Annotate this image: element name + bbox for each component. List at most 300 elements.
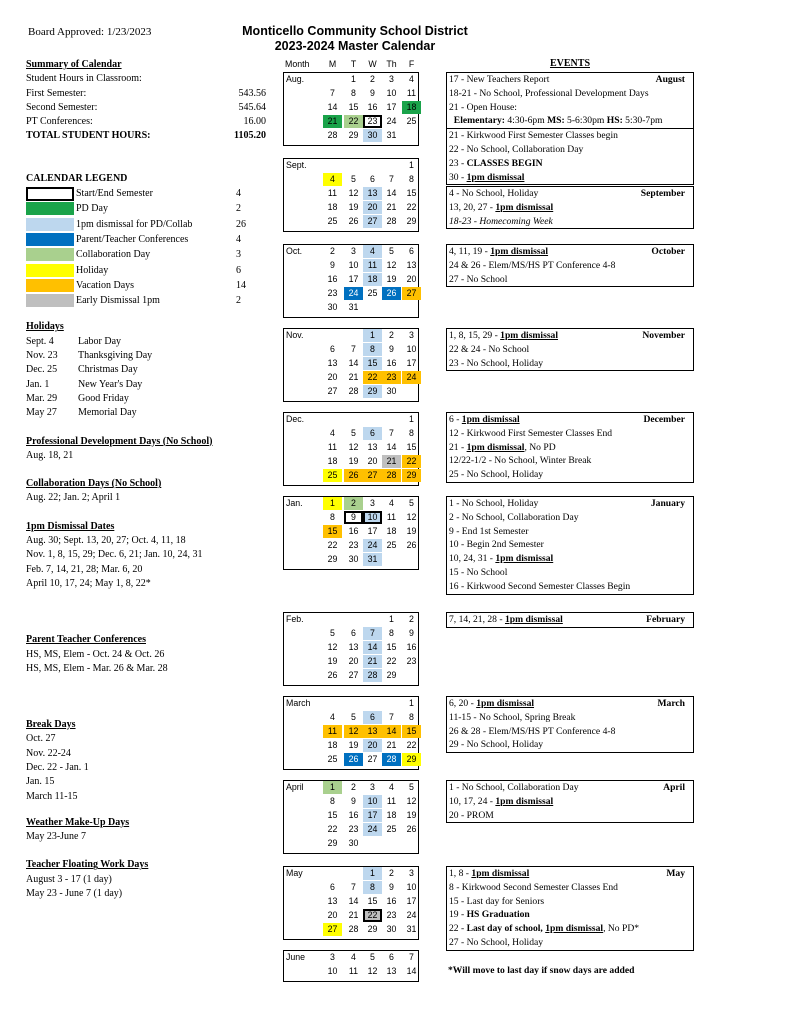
event-line: 24 & 26 - Elem/MS/HS PT Conference 4-8 — [449, 259, 616, 271]
day-cell: 21 — [323, 115, 342, 128]
event-line: 11-15 - No School, Spring Break — [449, 711, 576, 723]
event-line: 17 - New Teachers Report August — [449, 74, 685, 85]
day-cell: 14 — [348, 896, 359, 906]
month-name: Jan. — [286, 498, 303, 508]
holiday-row — [26, 335, 266, 349]
month-name: May — [286, 868, 303, 878]
month-sept — [283, 158, 419, 232]
day-cell: 22 — [386, 656, 397, 666]
day-cell: 2 — [389, 330, 394, 340]
floating-list — [26, 873, 266, 902]
holiday-name: Labor Day — [78, 335, 122, 347]
legend-label: Collaboration Day — [76, 249, 151, 261]
day-cell: 1 — [409, 698, 414, 708]
holiday-date: May 27 — [26, 407, 57, 419]
day-cell: 10 — [363, 511, 382, 524]
legend-label: Holiday — [76, 264, 109, 276]
event-line: 1 - No School, Collaboration Day April — [449, 782, 685, 793]
day-cell: 22 — [363, 909, 382, 922]
day-cell: 7 — [351, 344, 356, 354]
event-line: 10 - Begin 2nd Semester — [449, 539, 544, 551]
day-cell: 11 — [386, 796, 397, 806]
day-cell: 28 — [382, 753, 401, 766]
day-cell: 8 — [409, 174, 414, 184]
day-cell: 24 — [386, 116, 397, 126]
day-cell: 16 — [386, 358, 397, 368]
day-cell: 12 — [348, 442, 359, 452]
pd-days-title: Professional Development Days (No School) — [26, 435, 213, 447]
day-cell: 26 — [406, 824, 417, 834]
day-cell: 1 — [323, 497, 342, 510]
month-oct — [283, 244, 419, 318]
day-cell: 9 — [351, 796, 356, 806]
day-cell: 28 — [386, 216, 397, 226]
day-cell: 12 — [327, 642, 338, 652]
event-line: 21 - 1pm dismissal, No PD — [449, 441, 556, 453]
day-cell: 23 — [406, 656, 417, 666]
day-cell: 24 — [406, 910, 417, 920]
day-cell: 5 — [351, 428, 356, 438]
day-cell: 13 — [406, 260, 417, 270]
weather-text: May 23-June 7 — [26, 831, 86, 843]
day-cell: 28 — [348, 924, 359, 934]
day-cell: 19 — [406, 810, 417, 820]
day-cell: 28 — [327, 130, 338, 140]
day-cell: 6 — [351, 628, 356, 638]
event-line: 27 - No School, Holiday — [449, 936, 544, 948]
break-day-line: Dec. 22 - Jan. 1 — [26, 761, 89, 773]
day-cell: 6 — [409, 246, 414, 256]
legend-item — [26, 247, 266, 262]
day-cell: 22 — [406, 740, 417, 750]
event-line: 30 - 1pm dismissal — [449, 171, 525, 183]
day-cell: 3 — [351, 246, 356, 256]
holiday-date: Sept. 4 — [26, 335, 54, 347]
day-cell: 16 — [406, 642, 417, 652]
day-cell: 1 — [389, 614, 394, 624]
month-april — [283, 780, 419, 854]
day-cell: 28 — [363, 669, 382, 682]
ptc-line: HS, MS, Elem - Oct. 24 & Oct. 26 — [26, 648, 165, 660]
holiday-row — [26, 406, 266, 420]
legend-count: 14 — [236, 279, 246, 291]
summary-label: PT Conferences: — [26, 116, 93, 128]
break-day-line: Jan. 15 — [26, 776, 55, 788]
day-cell: 18 — [402, 101, 421, 114]
holiday-date: Dec. 25 — [26, 364, 58, 376]
day-cell: 17 — [367, 526, 378, 536]
day-cell: 11 — [406, 88, 417, 98]
day-cell: 29 — [367, 924, 378, 934]
holidays-list — [26, 335, 266, 421]
day-cell: 25 — [327, 754, 338, 764]
day-cell: 15 — [348, 102, 359, 112]
holiday-date: Mar. 29 — [26, 392, 58, 404]
event-line: 22 & 24 - No School — [449, 343, 530, 355]
events-january — [446, 496, 694, 595]
day-cell: 2 — [351, 782, 356, 792]
day-cell: 11 — [327, 188, 338, 198]
event-line: Elementary: 4:30-6pm MS: 5-6:30pm HS: 5:30-7pm — [453, 115, 663, 127]
day-cell: 23 — [348, 824, 359, 834]
event-line: 22 - Last day of school, 1pm dismissal, No PD* — [449, 923, 640, 935]
events-february — [446, 612, 694, 628]
day-cell: 20 — [348, 656, 359, 666]
event-line: 10, 24, 31 - 1pm dismissal — [449, 553, 554, 565]
day-cell: 5 — [409, 498, 414, 508]
event-line: 7, 14, 21, 28 - 1pm dismissal February — [449, 614, 685, 625]
event-line: 21 - Open House: — [449, 101, 517, 113]
day-cell: 8 — [389, 628, 394, 638]
day-cell: 17 — [406, 896, 417, 906]
day-cell: 10 — [386, 88, 397, 98]
day-cell: 23 — [327, 288, 338, 298]
summary-row — [26, 115, 266, 129]
event-line: 27 - No School — [449, 273, 508, 285]
legend-swatch — [26, 264, 74, 277]
day-cell: 25 — [327, 216, 338, 226]
dismissal-title: 1pm Dismissal Dates — [26, 520, 115, 532]
day-cell: 6 — [330, 882, 335, 892]
event-month: November — [642, 330, 685, 341]
day-cell: 3 — [389, 74, 394, 84]
legend-count: 26 — [236, 218, 246, 230]
legend-swatch — [26, 202, 74, 215]
day-cell: 12 — [386, 260, 397, 270]
day-cell: 4 — [330, 428, 335, 438]
legend-swatch — [26, 248, 74, 261]
holiday-name: Christmas Day — [78, 364, 138, 376]
event-month: August — [655, 74, 685, 85]
day-cell: 18 — [386, 810, 397, 820]
day-cell: 18 — [327, 202, 338, 212]
summary-rows — [26, 72, 266, 129]
footnote: *Will move to last day if snow days are added — [448, 965, 635, 976]
day-cell: 12 — [348, 188, 359, 198]
summary-row — [26, 72, 266, 86]
left-column — [26, 58, 266, 901]
events-march — [446, 696, 694, 753]
day-cell: 27 — [367, 754, 378, 764]
event-line: 4 - No School, Holiday September — [449, 188, 685, 199]
event-line: 1, 8, 15, 29 - 1pm dismissal November — [449, 330, 685, 341]
legend-count: 3 — [236, 249, 241, 261]
event-line: 8 - Kirkwood Second Semester Classes End — [449, 881, 618, 893]
day-cell: 14 — [382, 725, 401, 738]
month-name: Oct. — [286, 246, 303, 256]
collab-days-text: Aug. 22; Jan. 2; April 1 — [26, 492, 121, 504]
day-cell: 26 — [348, 216, 359, 226]
day-cell: 10 — [363, 795, 382, 808]
month-name: June — [286, 952, 306, 962]
day-cell: 15 — [406, 442, 417, 452]
day-cell: 14 — [386, 188, 397, 198]
day-cell: 29 — [327, 554, 338, 564]
day-cell: 17 — [386, 102, 397, 112]
day-cell: 16 — [386, 896, 397, 906]
day-cell: 29 — [406, 216, 417, 226]
day-cell: 4 — [363, 245, 382, 258]
floating-line: August 3 - 17 (1 day) — [26, 873, 112, 885]
break-days-title: Break Days — [26, 719, 76, 731]
legend-label: Vacation Days — [76, 279, 135, 291]
day-cell: 19 — [386, 274, 397, 284]
event-line: 23 - No School, Holiday — [449, 357, 544, 369]
day-cell: 11 — [323, 725, 342, 738]
month-nov — [283, 328, 419, 402]
day-cell: 2 — [389, 868, 394, 878]
summary-label: First Semester: — [26, 87, 87, 99]
break-day-line: Nov. 22-24 — [26, 747, 71, 759]
day-cell: 21 — [386, 202, 397, 212]
day-cell: 19 — [327, 656, 338, 666]
weather-title: Weather Make-Up Days — [26, 816, 130, 828]
day-cell: 9 — [344, 511, 363, 524]
day-cell: 23 — [348, 540, 359, 550]
day-cell: 18 — [327, 740, 338, 750]
day-cell: 30 — [348, 554, 359, 564]
day-cell: 8 — [409, 428, 414, 438]
day-cell: 8 — [363, 881, 382, 894]
day-cell: 15 — [386, 642, 397, 652]
day-cell: 7 — [389, 174, 394, 184]
day-cell: 23 — [363, 115, 382, 128]
legend-label: 1pm dismissal for PD/Collab — [76, 218, 193, 230]
collab-days-title: Collaboration Days (No School) — [26, 478, 162, 490]
total-hours-row — [26, 129, 266, 143]
legend-count: 2 — [236, 203, 241, 215]
event-month: March — [657, 698, 685, 709]
day-cell: 26 — [344, 469, 363, 482]
event-month: May — [666, 868, 685, 879]
day-cell: 22 — [406, 202, 417, 212]
day-cell: 26 — [406, 540, 417, 550]
day-cell: 13 — [386, 966, 397, 976]
day-cell: 25 — [323, 469, 342, 482]
day-cell: 15 — [323, 525, 342, 538]
day-cell: 17 — [348, 274, 359, 284]
day-cell: 10 — [406, 882, 417, 892]
day-cell: 16 — [327, 274, 338, 284]
day-cell: 23 — [382, 371, 401, 384]
day-cell: 26 — [344, 753, 363, 766]
legend-count: 6 — [236, 264, 241, 276]
day-cell: 29 — [327, 838, 338, 848]
event-line: 4, 11, 19 - 1pm dismissal October — [449, 246, 685, 257]
day-cell: 14 — [406, 966, 417, 976]
day-cell: 14 — [363, 641, 382, 654]
event-line: 18-21 - No School, Professional Development Days — [449, 87, 649, 99]
day-cell: 22 — [327, 540, 338, 550]
day-cell: 22 — [363, 371, 382, 384]
day-cell: 21 — [386, 740, 397, 750]
day-cell: 4 — [323, 173, 342, 186]
day-cell: 3 — [370, 782, 375, 792]
day-cell: 7 — [330, 88, 335, 98]
day-cell: 12 — [367, 966, 378, 976]
day-cell: 1 — [409, 414, 414, 424]
day-cell: 26 — [327, 670, 338, 680]
day-cell: 5 — [351, 174, 356, 184]
holiday-row — [26, 392, 266, 406]
month-dec — [283, 412, 419, 486]
day-cell: 10 — [348, 260, 359, 270]
day-cell: 1 — [409, 160, 414, 170]
month-name: April — [286, 782, 304, 792]
day-cell: 6 — [389, 952, 394, 962]
event-line: 12 - Kirkwood First Semester Classes End — [449, 427, 613, 439]
day-cell: 7 — [409, 952, 414, 962]
event-line: 29 - No School, Holiday — [449, 739, 544, 751]
day-cell: 2 — [409, 614, 414, 624]
day-cell: 30 — [363, 129, 382, 142]
events-april — [446, 780, 694, 823]
events-october — [446, 244, 694, 287]
floating-line: May 23 - June 7 (1 day) — [26, 888, 123, 900]
month-name: Aug. — [286, 74, 305, 84]
day-cell: 9 — [409, 628, 414, 638]
day-cell: 19 — [348, 456, 359, 466]
cal-header-1: M — [328, 59, 337, 69]
event-line: 20 - PROM — [449, 809, 494, 821]
event-line: 25 - No School, Holiday — [449, 469, 544, 481]
total-label: TOTAL STUDENT HOURS: — [26, 130, 151, 142]
day-cell: 25 — [367, 288, 378, 298]
calendar-header — [283, 58, 417, 71]
day-cell: 31 — [386, 130, 397, 140]
event-line: 19 - HS Graduation — [449, 909, 530, 921]
day-cell: 11 — [363, 259, 382, 272]
legend-swatch — [26, 218, 74, 231]
legend-label: PD Day — [76, 203, 108, 215]
day-cell: 24 — [363, 539, 382, 552]
summary-label: Second Semester: — [26, 101, 98, 113]
day-cell: 2 — [370, 74, 375, 84]
day-cell: 9 — [330, 260, 335, 270]
day-cell: 7 — [363, 627, 382, 640]
day-cell: 21 — [348, 372, 359, 382]
day-cell: 11 — [386, 512, 397, 522]
month-june — [283, 950, 419, 982]
day-cell: 3 — [409, 868, 414, 878]
ptc-list — [26, 648, 266, 677]
holiday-name: Good Friday — [78, 392, 129, 404]
event-month: April — [663, 782, 685, 793]
holiday-name: Thanksgiving Day — [78, 350, 153, 362]
day-cell: 28 — [382, 469, 401, 482]
cal-header-3: W — [368, 59, 377, 69]
day-cell: 24 — [344, 287, 363, 300]
month-name: Dec. — [286, 414, 305, 424]
day-cell: 5 — [370, 952, 375, 962]
legend-swatch — [26, 294, 74, 307]
legend-label: Start/End Semester — [76, 188, 153, 200]
day-cell: 1 — [363, 867, 382, 880]
event-month: September — [640, 188, 685, 199]
day-cell: 14 — [327, 102, 338, 112]
day-cell: 13 — [363, 187, 382, 200]
summary-row — [26, 101, 266, 115]
day-cell: 29 — [363, 385, 382, 398]
legend-item — [26, 232, 266, 247]
legend-label: Parent/Teacher Conferences — [76, 233, 189, 245]
legend-label: Early Dismissal 1pm — [76, 295, 160, 307]
day-cell: 6 — [330, 344, 335, 354]
document-title — [230, 24, 480, 54]
day-cell: 24 — [363, 823, 382, 836]
day-cell: 20 — [363, 739, 382, 752]
day-cell: 20 — [327, 372, 338, 382]
day-cell: 14 — [386, 442, 397, 452]
break-days-list — [26, 732, 266, 803]
day-cell: 30 — [327, 302, 338, 312]
day-cell: 16 — [348, 526, 359, 536]
events-title: EVENTS — [549, 58, 590, 69]
calendar-legend — [26, 186, 266, 308]
day-cell: 31 — [348, 302, 359, 312]
day-cell: 29 — [402, 753, 421, 766]
cal-header-0: Month — [285, 59, 310, 69]
month-name: Nov. — [286, 330, 304, 340]
day-cell: 26 — [382, 287, 401, 300]
day-cell: 27 — [363, 469, 382, 482]
day-cell: 11 — [348, 966, 359, 976]
summary-value: 545.64 — [238, 101, 266, 113]
event-line: 10, 17, 24 - 1pm dismissal — [449, 795, 554, 807]
event-month: December — [643, 414, 685, 425]
day-cell: 31 — [406, 924, 417, 934]
legend-count: 2 — [236, 295, 241, 307]
day-cell: 12 — [406, 796, 417, 806]
day-cell: 27 — [363, 215, 382, 228]
day-cell: 9 — [389, 344, 394, 354]
day-cell: 9 — [370, 88, 375, 98]
total-value: 1105.20 — [234, 130, 266, 142]
day-cell: 8 — [330, 796, 335, 806]
day-cell: 18 — [327, 456, 338, 466]
legend-item — [26, 278, 266, 293]
event-line: 1, 8 - 1pm dismissal May — [449, 868, 685, 879]
day-cell: 15 — [402, 725, 421, 738]
day-cell: 7 — [389, 712, 394, 722]
day-cell: 20 — [367, 456, 378, 466]
legend-swatch — [26, 279, 74, 292]
dismissal-list — [26, 534, 266, 591]
summary-title: Summary of Calendar — [26, 59, 122, 70]
month-aug — [283, 72, 419, 146]
day-cell: 21 — [348, 910, 359, 920]
day-cell: 15 — [406, 188, 417, 198]
day-cell: 13 — [327, 358, 338, 368]
day-cell: 4 — [351, 952, 356, 962]
day-cell: 10 — [327, 966, 338, 976]
ptc-title: Parent Teacher Conferences — [26, 634, 146, 646]
day-cell: 17 — [363, 809, 382, 822]
day-cell: 4 — [389, 782, 394, 792]
event-line: 12/22-1/2 - No School, Winter Break — [449, 455, 592, 467]
day-cell: 24 — [402, 371, 421, 384]
event-line: 23 - CLASSES BEGIN — [449, 157, 543, 169]
holiday-row — [26, 363, 266, 377]
day-cell: 23 — [386, 910, 397, 920]
day-cell: 16 — [348, 810, 359, 820]
day-cell: 4 — [389, 498, 394, 508]
event-line: 21 - Kirkwood First Semester Classes begin — [447, 128, 693, 143]
day-cell: 19 — [348, 202, 359, 212]
event-line: 6 - 1pm dismissal December — [449, 414, 685, 425]
event-month: January — [650, 498, 685, 509]
legend-title: CALENDAR LEGEND — [26, 172, 128, 184]
